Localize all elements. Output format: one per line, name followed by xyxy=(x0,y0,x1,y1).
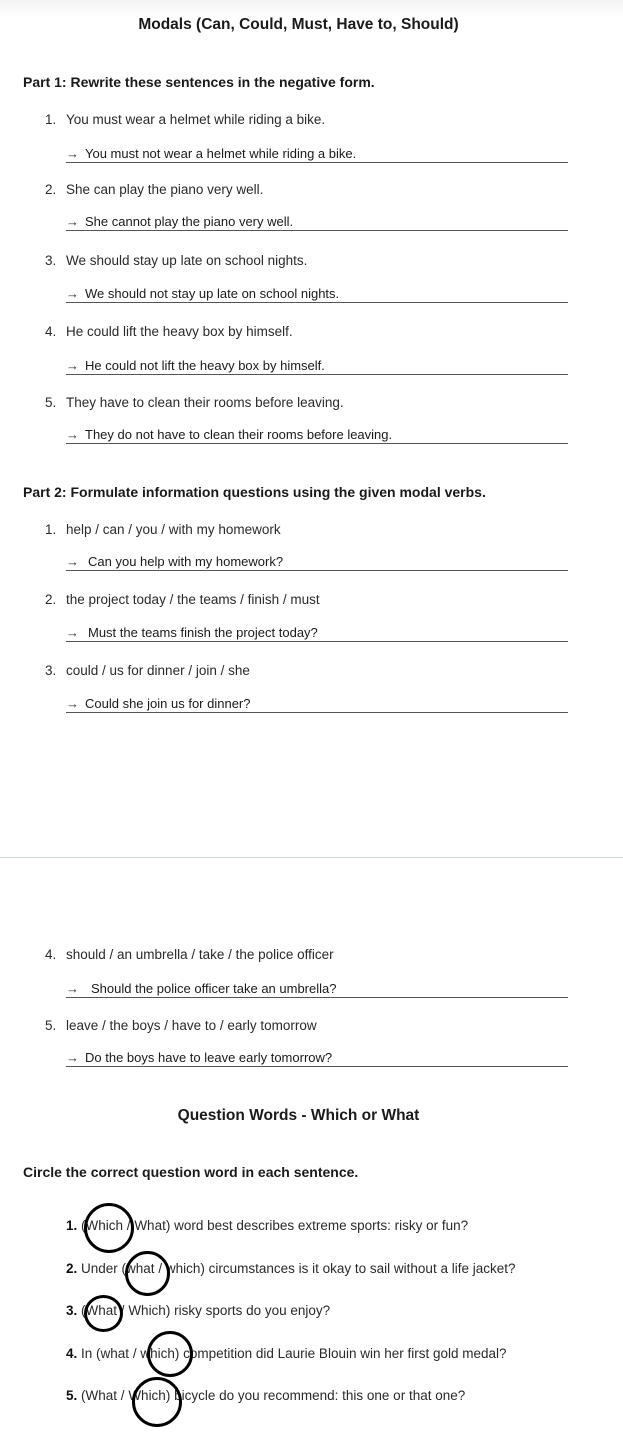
answer-text: Could she join us for dinner? xyxy=(85,696,251,711)
circle-mark-item-4 xyxy=(147,1331,193,1377)
part2-item-4-answer-line[interactable] xyxy=(66,979,568,998)
part2-item-1-answer-line[interactable] xyxy=(66,552,568,571)
part2-item-1-prompt: 1. help / can / you / with my homework xyxy=(45,522,281,537)
circle-mark-item-3 xyxy=(84,1295,123,1332)
part2-item-2-prompt: 2. the project today / the teams / finish / must xyxy=(45,592,320,607)
section2-instruction: Circle the correct question word in each sentence. xyxy=(23,1164,359,1180)
answer-text: She cannot play the piano very well. xyxy=(85,214,294,229)
option-what[interactable]: What xyxy=(134,1218,166,1233)
answer-text: Should the police officer take an umbrella? xyxy=(91,981,337,996)
circle-mark-item-5 xyxy=(132,1377,182,1427)
circle-item-1: 1. (Which / What) word best describes extreme sports: risky or fun? xyxy=(66,1218,469,1233)
circle-item-3: 3. (What / Which) risky sports do you enjoy? xyxy=(66,1303,331,1318)
option-what[interactable]: what xyxy=(126,1261,155,1276)
arrow-icon: → xyxy=(66,214,79,229)
part2-item-3-answer-line[interactable] xyxy=(66,694,568,713)
circle-item-5: 5. (What / Which) bicycle do you recommend: this one or that one? xyxy=(66,1388,466,1403)
arrow-icon: → xyxy=(66,146,79,161)
arrow-icon: → xyxy=(66,427,79,442)
answer-text: They do not have to clean their rooms before leaving. xyxy=(85,427,393,442)
option-what[interactable]: What xyxy=(85,1303,118,1318)
answer-text: Must the teams finish the project today? xyxy=(88,625,318,640)
answer-text: He could not lift the heavy box by himself. xyxy=(85,358,325,373)
part2-item-2-answer-line[interactable] xyxy=(66,623,568,642)
arrow-icon: → xyxy=(66,625,79,640)
page-title: Modals (Can, Could, Must, Have to, Should) xyxy=(138,16,459,33)
answer-text: Do the boys have to leave early tomorrow? xyxy=(85,1050,333,1065)
part2-item-3-prompt: 3. could / us for dinner / join / she xyxy=(45,663,250,678)
part1-item-4-answer-line[interactable] xyxy=(66,356,568,375)
answer-text: Can you help with my homework? xyxy=(88,554,284,569)
part2-heading: Part 2: Formulate information questions using the given modal verbs. xyxy=(23,484,486,500)
part1-item-2-prompt: 2. She can play the piano very well. xyxy=(45,182,264,197)
part2-item-5-prompt: 5. leave / the boys / have to / early tomorrow xyxy=(45,1018,317,1033)
part1-item-4-prompt: 4. He could lift the heavy box by himself. xyxy=(45,324,293,339)
arrow-icon: → xyxy=(66,981,79,996)
arrow-icon: → xyxy=(66,286,79,301)
arrow-icon: → xyxy=(66,358,79,373)
option-which[interactable]: which xyxy=(140,1346,175,1361)
part1-heading: Part 1: Rewrite these sentences in the negative form. xyxy=(23,74,375,90)
circle-mark-item-1 xyxy=(84,1203,134,1253)
option-what[interactable]: what xyxy=(100,1346,130,1361)
answer-text: You must not wear a helmet while riding a bike. xyxy=(85,146,357,161)
option-which[interactable]: Which xyxy=(128,1303,166,1318)
page-break-divider xyxy=(0,857,623,858)
arrow-icon: → xyxy=(66,1050,79,1065)
part2-item-5-answer-line[interactable] xyxy=(66,1048,568,1067)
part1-item-1-answer-line[interactable] xyxy=(66,144,568,163)
answer-text: We should not stay up late on school nights. xyxy=(85,286,340,301)
part1-item-3-prompt: 3. We should stay up late on school nights. xyxy=(45,253,308,268)
circle-item-4: 4. In (what / which) competition did Laurie Blouin win her first gold medal? xyxy=(66,1346,507,1361)
option-which[interactable]: Which xyxy=(85,1218,124,1233)
arrow-icon: → xyxy=(66,554,79,569)
part1-item-2-answer-line[interactable] xyxy=(66,212,568,231)
circle-item-2: 2. Under (what / which) circumstances is it okay to sail without a life jacket? xyxy=(66,1261,516,1276)
arrow-icon: → xyxy=(66,696,79,711)
option-what[interactable]: What xyxy=(85,1388,118,1403)
part1-item-1-prompt: 1. You must wear a helmet while riding a bike. xyxy=(45,112,326,127)
option-which[interactable]: which xyxy=(165,1261,201,1276)
option-which[interactable]: Which xyxy=(128,1388,166,1403)
part1-item-5-answer-line[interactable] xyxy=(66,425,568,444)
circle-mark-item-2 xyxy=(125,1251,170,1296)
section2-title: Question Words - Which or What xyxy=(177,1107,420,1124)
part2-item-4-prompt: 4. should / an umbrella / take / the police officer xyxy=(45,947,334,962)
part1-item-3-answer-line[interactable] xyxy=(66,284,568,303)
part1-item-5-prompt: 5. They have to clean their rooms before leaving. xyxy=(45,395,344,410)
